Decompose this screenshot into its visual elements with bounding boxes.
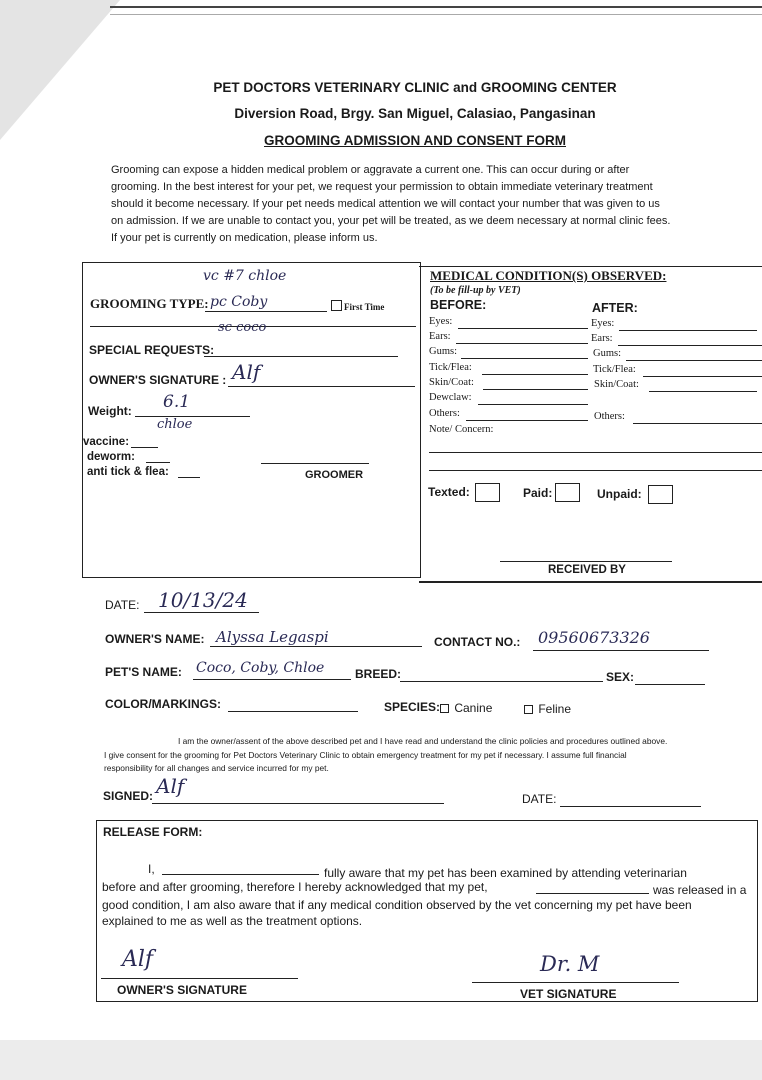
paid-checkbox[interactable] (555, 483, 580, 502)
grooming-type-label: GROOMING TYPE: (90, 296, 209, 311)
pet-name-field[interactable] (193, 679, 351, 680)
after-eyes-field[interactable] (619, 330, 757, 331)
species-canine-option[interactable] (440, 701, 492, 715)
scan-edge-line (110, 6, 762, 8)
before-others-field[interactable] (466, 420, 588, 421)
owner-signature-field[interactable] (228, 386, 415, 387)
anti-tick-field[interactable] (178, 477, 200, 478)
hw-owner-name: Alyssa Legaspi (216, 628, 329, 646)
before-dewclaw-label: Dewclaw: (429, 392, 472, 403)
release-line-1b: fully aware that my pet has been examined by attending veterinarian (324, 866, 687, 880)
before-gums-label: Gums: (429, 346, 458, 357)
hw-date: 10/13/24 (158, 588, 248, 612)
groomer-label: GROOMER (305, 469, 364, 481)
medical-title: MEDICAL CONDITION(S) OBSERVED: (430, 268, 667, 283)
after-others-field[interactable] (633, 423, 762, 424)
before-skin-label: Skin/Coat: (429, 377, 474, 388)
before-others-label: Others: (429, 408, 460, 419)
release-line-4: explained to me as well as the treatment options. (102, 914, 363, 928)
after-gums-label: Gums: (593, 348, 622, 359)
after-tick-field[interactable] (643, 376, 762, 377)
hw-weight-note: chloe (157, 417, 193, 432)
owner-release-signature-field[interactable] (101, 978, 298, 979)
pet-name-label: PET'S NAME: (105, 665, 182, 679)
sex-field[interactable] (635, 684, 705, 685)
after-skin-label: Skin/Coat: (594, 379, 639, 390)
anti-tick-label: anti tick & flea: (87, 466, 169, 478)
after-eyes-label: Eyes: (591, 318, 615, 329)
texted-checkbox[interactable] (475, 483, 500, 502)
before-label: BEFORE: (430, 298, 487, 312)
color-markings-field[interactable] (228, 711, 358, 712)
paid-label: Paid: (523, 486, 553, 500)
intro-line: Grooming can expose a hidden medical problem or aggravate a current one. This can occur during or after (111, 164, 630, 176)
texted-label: Texted: (428, 485, 470, 499)
contact-label: CONTACT NO.: (434, 635, 521, 649)
canine-label: Canine (454, 701, 493, 715)
note-line-2[interactable] (429, 470, 762, 471)
hw-pet-name: Coco, Coby, Chloe (196, 660, 325, 676)
release-name-field[interactable] (162, 874, 319, 875)
release-line-2a: before and after grooming, therefore I hereby acknowledged that my pet, (102, 880, 488, 894)
received-by-field[interactable] (500, 561, 672, 562)
deworm-label: deworm: (87, 451, 135, 463)
species-feline-option[interactable] (524, 702, 571, 716)
grooming-type-line (205, 311, 327, 312)
before-tick-field[interactable] (482, 374, 588, 375)
clinic-address: Diversion Road, Brgy. San Miguel, Calasiao, Pangasinan (234, 106, 596, 121)
special-requests-field[interactable] (204, 356, 398, 357)
after-ears-field[interactable] (618, 345, 762, 346)
owner-release-signature-label: OWNER'S SIGNATURE (117, 983, 247, 997)
after-label: AFTER: (592, 301, 638, 315)
unpaid-label: Unpaid: (597, 487, 642, 501)
feline-checkbox[interactable] (524, 705, 533, 714)
intro-paragraph (111, 162, 751, 247)
owner-name-field[interactable] (210, 646, 422, 647)
first-time-label: First Time (344, 302, 385, 312)
consent-line-3: responsibility for all changes and service incurred for my pet. (104, 763, 329, 773)
consent-line-1: I am the owner/assent of the above described pet and I have read and understand the clinic policies and procedures outlined above. (178, 736, 668, 746)
before-tick-label: Tick/Flea: (429, 362, 472, 373)
after-tick-label: Tick/Flea: (593, 364, 636, 375)
owner-signature-label: OWNER'S SIGNATURE : (89, 373, 227, 387)
special-requests-label: SPECIAL REQUESTS: (89, 343, 215, 357)
hw-grooming-type-3: sc coco (218, 320, 267, 335)
hw-contact: 09560673326 (538, 628, 650, 647)
weight-field[interactable] (135, 416, 250, 417)
medical-subtitle: (To be fill-up by VET) (430, 285, 521, 296)
scan-edge-line-2 (110, 14, 762, 15)
signed-field[interactable] (152, 803, 444, 804)
feline-label: Feline (538, 702, 572, 716)
hw-grooming-type-1: vc #7 chloe (203, 268, 287, 284)
vaccine-label: vaccine: (83, 436, 130, 448)
date-field[interactable] (144, 612, 259, 613)
after-skin-field[interactable] (649, 391, 757, 392)
species-label: SPECIES: (384, 700, 441, 714)
release-pet-field[interactable] (536, 893, 649, 894)
hw-owner-signature: Alf (232, 360, 261, 384)
hw-vet-signature: Dr. M (540, 952, 600, 976)
before-ears-field[interactable] (456, 343, 588, 344)
received-by-label: RECEIVED BY (548, 564, 626, 576)
note-line-1[interactable] (429, 452, 762, 453)
consent-date-field[interactable] (560, 806, 701, 807)
release-line-3: good condition, I am also aware that if any medical condition observed by the vet concerning my pet have been (102, 898, 692, 912)
groomer-signature-field[interactable] (261, 463, 369, 464)
before-eyes-label: Eyes: (429, 316, 453, 327)
note-concern-label: Note/ Concern: (429, 424, 494, 435)
intro-line: grooming. In the best interest for your pet, we request your permission to obtain immediate veterinary treatment (111, 181, 653, 193)
vaccine-field[interactable] (131, 447, 158, 448)
after-others-label: Others: (594, 411, 625, 422)
consent-date-label: DATE: (522, 792, 557, 806)
first-time-checkbox[interactable] (331, 300, 342, 311)
deworm-field[interactable] (146, 462, 170, 463)
release-line-2b: was released in a (653, 883, 747, 897)
hw-weight: 6.1 (163, 392, 191, 412)
intro-line: should it become necessary. If your pet needs medical attention we will contact your number that was given to us (111, 198, 660, 210)
before-eyes-field[interactable] (458, 328, 588, 329)
hw-owner-release-signature: Alf (122, 947, 154, 972)
hw-signed: Alf (156, 774, 185, 798)
hw-grooming-type-2: pc Coby (210, 294, 268, 310)
unpaid-checkbox[interactable] (648, 485, 673, 504)
before-gums-field[interactable] (461, 358, 588, 359)
after-gums-field[interactable] (626, 360, 762, 361)
vet-signature-label: VET SIGNATURE (520, 987, 617, 1001)
release-line-1a: I, (148, 862, 155, 876)
breed-field[interactable] (400, 681, 603, 682)
first-time-option[interactable] (331, 300, 384, 312)
before-skin-field[interactable] (483, 389, 588, 390)
intro-line: If your pet is currently on medication, please inform us. (111, 232, 378, 244)
before-dewclaw-field[interactable] (478, 404, 588, 405)
owner-name-label: OWNER'S NAME: (105, 632, 205, 646)
sex-label: SEX: (606, 670, 635, 684)
intro-line: on admission. If we are unable to contact you, your pet will be treated, as we deem necessary at normal clinic fees. (111, 215, 671, 227)
date-label: DATE: (105, 598, 140, 612)
before-ears-label: Ears: (429, 331, 451, 342)
contact-field[interactable] (533, 650, 709, 651)
weight-label: Weight: (88, 404, 132, 418)
color-markings-label: COLOR/MARKINGS: (105, 697, 221, 711)
scan-bottom-band (0, 1040, 762, 1080)
after-ears-label: Ears: (591, 333, 613, 344)
vet-signature-field[interactable] (472, 982, 679, 983)
signed-label: SIGNED: (103, 789, 154, 803)
form-title: GROOMING ADMISSION AND CONSENT FORM (264, 133, 566, 148)
consent-line-2: I give consent for the grooming for Pet Doctors Veterinary Clinic to obtain emergency treatment for my pet if necessary. I assume full financial (104, 750, 627, 760)
canine-checkbox[interactable] (440, 704, 449, 713)
breed-label: BREED: (355, 667, 402, 681)
clinic-name: PET DOCTORS VETERINARY CLINIC and GROOMING CENTER (213, 80, 617, 95)
release-title: RELEASE FORM: (103, 825, 203, 839)
